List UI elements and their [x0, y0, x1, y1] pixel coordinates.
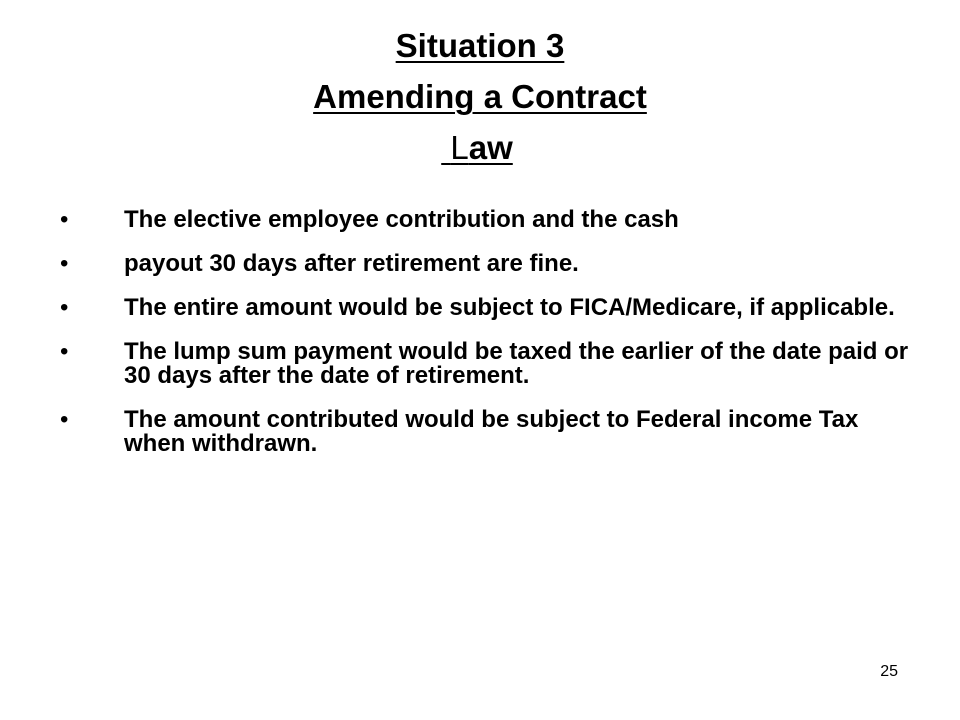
- bullet-text: The elective employee contribution and the cash: [124, 206, 679, 233]
- bullet-dot-icon: •: [60, 206, 69, 233]
- bullet-dot-icon: •: [60, 250, 69, 277]
- bullet-list: [60, 208, 920, 476]
- bullet-text: payout 30 days after retirement are fine.: [124, 250, 579, 277]
- bullet-dot-icon: •: [60, 294, 69, 321]
- bullet-item: [60, 340, 920, 388]
- title-law-space: [441, 129, 450, 166]
- bullet-dot-icon: •: [60, 338, 69, 365]
- bullet-item: [60, 408, 920, 456]
- title-law-rest: aw: [468, 129, 513, 166]
- title-law-letter-l: L: [450, 129, 469, 166]
- page-number: 25: [880, 663, 898, 680]
- bullet-item: [60, 252, 920, 276]
- bullet-text: The amount contributed would be subject to Federal income Tax when withdrawn.: [124, 406, 859, 457]
- title-line-amending: Amending a Contract: [313, 78, 647, 115]
- bullet-dot-icon: •: [60, 406, 69, 433]
- bullet-item: [60, 296, 920, 320]
- bullet-text: The entire amount would be subject to FICA/Medicare, if applicable.: [124, 294, 895, 321]
- title-line-situation: Situation 3: [395, 27, 565, 64]
- title-line-law: [0, 122, 960, 173]
- bullet-item: [60, 208, 920, 232]
- bullet-text: The lump sum payment would be taxed the earlier of the date paid or 30 days after the date of retirement.: [124, 338, 909, 389]
- slide-title: [0, 20, 960, 173]
